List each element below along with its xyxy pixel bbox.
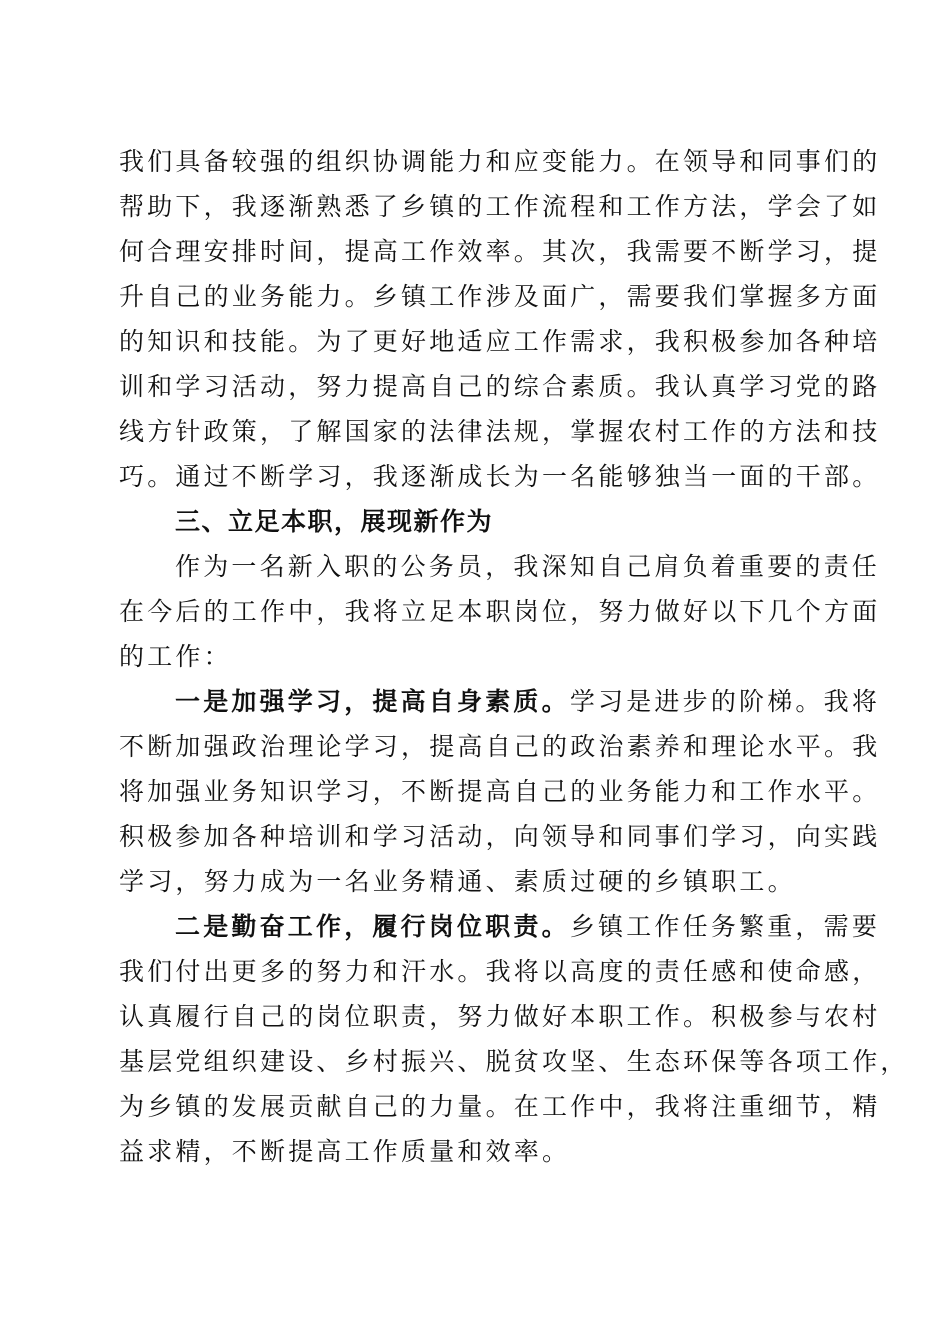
paragraph-line: 我们付出更多的努力和汗水。我将以高度的责任感和使命感， (119, 957, 881, 986)
paragraph-line: 帮助下，我逐渐熟悉了乡镇的工作流程和工作方法，学会了如 (119, 192, 881, 221)
paragraph-1 (119, 139, 881, 499)
paragraph-line: 何合理安排时间，提高工作效率。其次，我需要不断学习，提 (119, 237, 881, 266)
paragraph-line: 益求精，不断提高工作质量和效率。 (119, 1137, 571, 1166)
paragraph-2 (119, 544, 881, 679)
paragraph-line: 不断加强政治理论学习，提高自己的政治素养和理论水平。我 (119, 732, 881, 761)
section-heading (119, 499, 831, 544)
paragraph-line: 学习，努力成为一名业务精通、素质过硬的乡镇职工。 (119, 867, 796, 896)
paragraph-line: 认真履行自己的岗位职责，努力做好本职工作。积极参与农村 (119, 1002, 881, 1031)
paragraph-text: 学习是进步的阶梯。我将 (569, 687, 881, 716)
paragraph-line: 我们具备较强的组织协调能力和应变能力。在领导和同事们的 (119, 147, 881, 176)
section-3-heading: 三、立足本职，展现新作为 (175, 507, 494, 536)
paragraph-line: 升自己的业务能力。乡镇工作涉及面广，需要我们掌握多方面 (119, 282, 881, 311)
paragraph-line: 积极参加各种培训和学习活动，向领导和同事们学习，向实践 (119, 822, 881, 851)
paragraph-line: 巧。通过不断学习，我逐渐成长为一名能够独当一面的干部。 (119, 462, 881, 491)
paragraph-line: 在今后的工作中，我将立足本职岗位，努力做好以下几个方面 (119, 597, 881, 626)
paragraph-line: 的知识和技能。为了更好地适应工作需求，我积极参加各种培 (119, 327, 881, 356)
paragraph-line: 训和学习活动，努力提高自己的综合素质。我认真学习党的路 (119, 372, 881, 401)
paragraph-line: 为乡镇的发展贡献自己的力量。在工作中，我将注重细节，精 (119, 1092, 881, 1121)
paragraph-4 (119, 904, 909, 1174)
paragraph-lead-phrase: 一是加强学习，提高自身素质。 (175, 687, 570, 716)
paragraph-3 (119, 679, 881, 904)
paragraph-text: 乡镇工作任务繁重，需要 (569, 912, 881, 941)
paragraph-first-line (119, 904, 881, 949)
paragraph-line: 将加强业务知识学习，不断提高自己的业务能力和工作水平。 (119, 777, 881, 806)
paragraph-line: 基层党组织建设、乡村振兴、脱贫攻坚、生态环保等各项工作， (119, 1047, 909, 1076)
paragraph-first-line (119, 679, 881, 724)
paragraph-line: 的工作： (119, 642, 232, 671)
paragraph-line: 线方针政策，了解国家的法律法规，掌握农村工作的方法和技 (119, 417, 881, 446)
paragraph-line: 作为一名新入职的公务员，我深知自己肩负着重要的责任 (175, 552, 881, 581)
paragraph-lead-phrase: 二是勤奋工作，履行岗位职责。 (175, 912, 570, 941)
